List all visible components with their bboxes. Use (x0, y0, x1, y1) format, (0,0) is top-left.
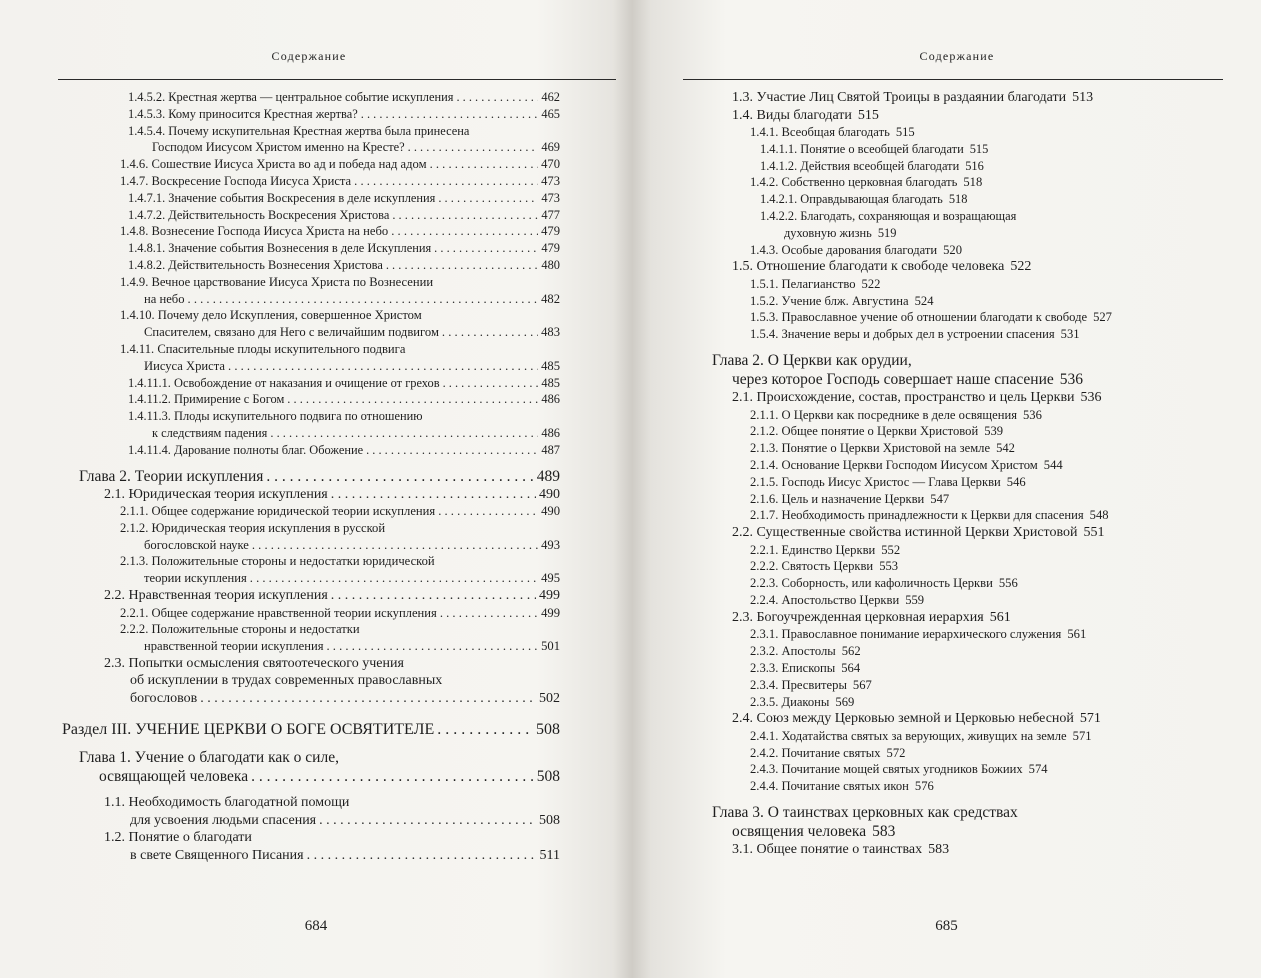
toc-entry-title: в свете Священного Писания (130, 847, 304, 863)
toc-entry-title: для усвоения людьми спасения (130, 812, 317, 828)
toc-entry (0, 341, 632, 375)
toc-entry (0, 520, 632, 554)
toc-page-number: 490 (539, 486, 560, 502)
dot-leader (442, 324, 538, 341)
toc-page-number: 518 (963, 175, 983, 190)
toc-page-number: 482 (541, 291, 560, 306)
toc-page-number: 519 (877, 225, 897, 240)
toc-page-number: 477 (541, 207, 560, 222)
toc-entry-title: 1.5.4. Значение веры и добрых дел в устроении спасения (750, 327, 1055, 342)
toc-page-number: 486 (541, 392, 560, 407)
toc-entry-title: 2.1.5. Господь Иисус Христос — Глава Церкви (750, 474, 1001, 489)
page-number-left: 684 (304, 918, 328, 934)
toc-entry-title: Спасителем, связано для Него с величайшим подвигом (144, 325, 439, 340)
dot-leader (391, 223, 538, 240)
toc-entry-title: Господом Иисусом Христом именно на Кресте? (152, 140, 405, 155)
toc-page-number: 556 (998, 576, 1018, 591)
toc-page-number: 470 (541, 157, 560, 172)
toc-page-number: 561 (989, 609, 1011, 625)
toc-page-number: 518 (948, 192, 968, 207)
toc-entry-title: 1.4.8.2. Действительность Вознесения Христова (128, 257, 383, 272)
toc-page-number: 559 (905, 593, 925, 608)
toc-entry-title: 1.4.2.1. Оправдывающая благодать (760, 192, 943, 207)
dot-leader (270, 425, 538, 442)
toc-entry (632, 660, 861, 677)
toc-entry-title: нравственной теории искупления (144, 639, 324, 654)
toc-page-number: 572 (886, 745, 906, 760)
toc-entry (0, 486, 632, 504)
toc-page-number: 527 (1093, 310, 1112, 325)
dot-leader (307, 847, 537, 865)
running-head-left: Содержание (271, 49, 347, 63)
dot-leader (438, 190, 538, 207)
toc-entry-title: 1.4.1.2. Действия всеобщей благодати (760, 158, 960, 173)
toc-page-number: 515 (969, 141, 989, 156)
toc-entry-title: об искуплении в трудах современных православных (130, 673, 443, 689)
toc-spacer (0, 707, 632, 720)
toc-page-number: 553 (879, 559, 899, 574)
dot-leader (200, 690, 536, 708)
toc-entry-title: 2.1.2. Общее понятие о Церкви Христовой (750, 424, 979, 439)
toc-entry (0, 391, 632, 408)
toc-entry (0, 257, 632, 274)
toc-entry (632, 524, 1105, 542)
toc-left (0, 89, 632, 864)
toc-page-number: 515 (857, 107, 879, 123)
toc-entry (0, 794, 632, 829)
toc-entry-title: 1.4.2.2. Благодать, сохраняющая и возращающая (760, 208, 1017, 223)
dot-leader (386, 257, 539, 274)
toc-entry-title: 1.4.7.2. Действительность Воскресения Христова (128, 207, 390, 222)
toc-entry-title: 2.1. Юридическая теория искупления (104, 486, 328, 502)
dot-leader (361, 106, 539, 123)
toc-entry (632, 208, 1017, 242)
toc-page-number: 583 (928, 842, 950, 857)
toc-entry (0, 748, 632, 786)
toc-entry-title: 1.5.3. Православное учение об отношении благодати к свободе (750, 310, 1088, 325)
toc-page-number: 562 (841, 644, 861, 659)
dot-leader (438, 503, 538, 520)
toc-entry-title: 1.5.1. Пелагианство (750, 276, 856, 291)
toc-entry-title: 1.4.11.4. Дарование полноты благ. Обожение (128, 442, 364, 457)
toc-entry-title: 2.3.3. Епископы (750, 660, 836, 675)
toc-entry (632, 242, 963, 259)
toc-entry (632, 728, 1092, 745)
toc-page-number: 473 (541, 173, 560, 188)
toc-entry (0, 503, 632, 520)
toc-entry-title: 2.4.1. Ходатайства святых за верующих, живущих на земле (750, 728, 1067, 743)
toc-entry-title: 2.1.1. О Церкви как посреднике в деле освящения (750, 407, 1017, 422)
toc-entry (0, 621, 632, 655)
toc-entry-title: освящения человека (732, 823, 867, 840)
dot-leader (434, 240, 538, 257)
dot-leader (443, 375, 539, 392)
header-rule-right (683, 79, 1223, 80)
dot-leader (437, 720, 533, 740)
dot-leader (456, 89, 538, 106)
toc-entry (632, 609, 1011, 627)
toc-entry-title: 1.3. Участие Лиц Святой Троицы в раздаянии благодати (732, 90, 1067, 105)
toc-page-number: 489 (536, 467, 560, 485)
toc-page-number: 548 (1089, 508, 1109, 523)
toc-page-number: 486 (541, 425, 560, 440)
page-number-right: 685 (935, 918, 958, 934)
toc-entry-title: 2.4.3. Почитание мощей святых угодников Божиих (750, 762, 1023, 777)
toc-entry (632, 191, 968, 208)
toc-spacer (0, 786, 632, 794)
toc-entry-title: 2.4. Союз между Церковью земной и Церковью небесной (732, 711, 1074, 727)
toc-entry (632, 575, 1018, 592)
toc-page-number: 495 (541, 571, 560, 586)
toc-page-number: 544 (1043, 457, 1063, 472)
toc-entry (632, 841, 950, 859)
toc-entry-title: 1.4.11.1. Освобождение от наказания и очищение от грехов (128, 375, 440, 390)
toc-entry (0, 223, 632, 240)
toc-entry (632, 440, 1015, 457)
toc-entry (632, 351, 1084, 389)
toc-page-number: 499 (539, 588, 560, 604)
toc-entry-title: 1.2. Понятие о благодати (104, 830, 252, 846)
toc-entry (0, 207, 632, 224)
toc-entry (632, 643, 861, 660)
toc-page-number: 531 (1060, 327, 1080, 342)
toc-entry (0, 123, 632, 157)
toc-entry-title: 1.4.1. Всеобщая благодать (750, 125, 890, 139)
dot-leader (354, 173, 538, 190)
toc-entry (632, 457, 1063, 474)
dot-leader (327, 638, 539, 655)
toc-entry (632, 293, 934, 310)
toc-entry-title: 2.1. Происхождение, состав, пространство и цель Церкви (732, 390, 1075, 406)
toc-entry-title: 2.3. Попытки осмысления святоотеческого учения (104, 655, 404, 671)
toc-spacer (0, 740, 632, 748)
toc-entry (0, 274, 632, 308)
toc-entry-title: 1.5.2. Учение блж. Августина (750, 293, 909, 308)
toc-entry (0, 375, 632, 392)
toc-entry-title: 1.4. Виды благодати (732, 107, 852, 123)
toc-page-number: 571 (1079, 711, 1101, 727)
toc-page-number: 473 (541, 190, 560, 205)
toc-page-number: 487 (541, 442, 560, 457)
toc-entry (632, 626, 1087, 643)
toc-entry-title: 2.4.2. Почитание святых (750, 745, 881, 760)
toc-page-number: 583 (872, 823, 896, 840)
toc-entry (0, 829, 632, 864)
toc-page-number: 469 (541, 140, 560, 155)
dot-leader (331, 486, 536, 504)
dot-leader (440, 605, 538, 622)
toc-entry (632, 542, 901, 559)
toc-page-number: 508 (536, 768, 560, 786)
toc-entry (632, 124, 915, 141)
toc-entry (0, 442, 632, 459)
toc-entry-title: 1.4.11.3. Плоды искупительного подвига по отношению (128, 409, 423, 424)
toc-entry (632, 141, 989, 158)
toc-page-number: 551 (1083, 525, 1105, 541)
toc-page-number: 552 (881, 542, 901, 557)
header-rule-left (58, 79, 616, 80)
toc-entry (0, 553, 632, 587)
toc-page-number: 571 (1072, 728, 1092, 743)
toc-entry-title: 1.4.3. Особые дарования благодати (750, 242, 938, 257)
toc-page-number: 493 (541, 537, 560, 552)
toc-entry-title: 2.4.4. Почитание святых икон (750, 779, 909, 794)
dot-leader (252, 537, 538, 554)
toc-entry (0, 587, 632, 605)
toc-page-number: 490 (541, 504, 560, 519)
toc-entry-title: 2.1.3. Понятие о Церкви Христовой на земле (750, 441, 991, 456)
toc-page-number: 502 (539, 690, 560, 706)
toc-entry-title: 2.2. Нравственная теория искупления (104, 588, 328, 604)
dot-leader (287, 391, 538, 408)
dot-leader (366, 442, 538, 459)
toc-entry (632, 389, 1102, 407)
running-head-right: Содержание (919, 49, 995, 63)
toc-right (632, 89, 1261, 859)
toc-entry (0, 408, 632, 442)
toc-entry-title: 2.1.7. Необходимость принадлежности к Церкви для спасения (750, 508, 1084, 523)
toc-page-number: 513 (1072, 90, 1094, 105)
toc-entry (632, 558, 899, 575)
toc-entry (632, 174, 983, 191)
toc-entry-title: 2.2. Существенные свойства истинной Церкви Христовой (732, 525, 1078, 541)
toc-entry-title: богословской науке (144, 537, 249, 552)
toc-spacer (632, 343, 1261, 351)
toc-entry-title: 2.2.2. Положительные стороны и недостатки (120, 622, 360, 637)
toc-page-number: 485 (541, 358, 560, 373)
toc-entry-title: к следствиям падения (152, 425, 268, 440)
toc-entry (632, 677, 872, 694)
toc-page-number: 564 (841, 660, 861, 675)
toc-entry-title: Раздел III. УЧЕНИЕ ЦЕРКВИ О БОГЕ ОСВЯТИТЕЛЕ (62, 721, 435, 739)
toc-entry-title: 2.1.6. Цель и назначение Церкви (750, 491, 925, 506)
toc-page-number: 501 (541, 639, 560, 654)
toc-entry-title: 2.1.2. Юридическая теория искупления в русской (120, 520, 386, 535)
toc-page-number: 524 (914, 293, 934, 308)
toc-entry-title: Глава 2. О Церкви как орудии, (712, 352, 912, 370)
toc-entry-title: через которое Господь совершает наше спасение (732, 371, 1054, 389)
toc-entry (632, 592, 925, 609)
toc-page-number: 462 (541, 90, 560, 104)
dot-leader (250, 570, 538, 587)
toc-entry-title: 1.4.6. Сошествие Иисуса Христа во ад и победа над адом (120, 157, 427, 172)
toc-entry-title: 1.4.11. Спасительные плоды искупительного подвига (120, 341, 406, 356)
toc-entry (0, 655, 632, 708)
toc-entry (632, 258, 1032, 276)
toc-entry-title: Глава 3. О таинствах церковных как средствах (712, 804, 1018, 821)
toc-entry (0, 106, 632, 123)
toc-entry (632, 276, 881, 293)
dot-leader (266, 467, 533, 486)
toc-entry (632, 107, 879, 125)
dot-leader (188, 291, 539, 308)
toc-entry (632, 694, 855, 711)
toc-page-number: 561 (1067, 627, 1087, 642)
toc-entry-title: 1.4.5.3. Кому приносится Крестная жертва? (128, 106, 358, 121)
toc-entry (632, 407, 1042, 424)
toc-page-number: 536 (1059, 371, 1084, 389)
toc-entry (632, 778, 934, 795)
dot-leader (408, 139, 539, 156)
toc-entry-title: 1.5. Отношение благодати к свободе человека (732, 259, 1005, 275)
toc-page-number: 479 (541, 241, 560, 256)
toc-entry-title: 2.3.2. Апостолы (750, 644, 836, 659)
toc-entry (0, 89, 632, 106)
toc-page-number: 485 (541, 375, 560, 390)
toc-entry-title: 1.4.2. Собственно церковная благодать (750, 175, 958, 190)
toc-entry-title: 2.3.5. Диаконы (750, 694, 830, 709)
toc-page-number: 569 (835, 694, 855, 709)
toc-entry-title: 3.1. Общее понятие о таинствах (732, 842, 923, 857)
toc-entry (0, 307, 632, 341)
toc-page-number: 539 (984, 424, 1004, 439)
right-page (632, 0, 1261, 978)
toc-entry (632, 423, 1004, 440)
toc-entry (0, 156, 632, 173)
toc-entry (632, 474, 1026, 491)
toc-entry-title: освящающей человека (99, 768, 249, 786)
toc-entry-title: 2.3.4. Пресвитеры (750, 677, 847, 692)
toc-entry-title: 1.4.1.1. Понятие о всеобщей благодати (760, 141, 964, 156)
toc-page-number: 576 (914, 779, 934, 794)
toc-entry (0, 605, 632, 622)
toc-entry-title: 1.4.7. Воскресение Господа Иисуса Христа (120, 173, 352, 188)
toc-entry (632, 761, 1048, 778)
toc-entry (0, 467, 632, 486)
toc-entry-title: Глава 2. Теории искупления (79, 467, 264, 485)
toc-page-number: 536 (1080, 390, 1102, 406)
toc-entry (632, 803, 1018, 841)
toc-entry-title: богословов (130, 690, 198, 706)
toc-entry-title: 2.2.4. Апостольство Церкви (750, 593, 900, 608)
toc-entry-title: 2.3. Богоучрежденная церковная иерархия (732, 609, 984, 625)
toc-page-number: 465 (541, 106, 560, 121)
toc-entry (0, 173, 632, 190)
toc-page-number: 515 (895, 125, 915, 139)
toc-page-number: 499 (541, 605, 560, 620)
toc-entry-title: 1.4.5.2. Крестная жертва — центральное событие искупления (128, 90, 454, 104)
toc-entry-title: 1.4.7.1. Значение события Воскресения в деле искупления (128, 190, 436, 205)
toc-page-number: 522 (1010, 259, 1032, 275)
toc-entry-title: 2.1.4. Основание Церкви Господом Иисусом Христом (750, 457, 1038, 472)
toc-entry (632, 309, 1112, 326)
toc-page-number: 479 (541, 224, 560, 239)
toc-entry-title: 2.2.3. Соборность, или кафоличность Церкви (750, 576, 993, 591)
toc-entry-title: 1.4.5.4. Почему искупительная Крестная жертва была принесена (128, 123, 470, 138)
toc-entry-title: на небо (144, 291, 185, 306)
toc-entry-title: духовную жизнь (784, 225, 872, 240)
toc-entry-title: 2.1.1. Общее содержание юридической теории искупления (120, 504, 436, 519)
toc-entry-title: 1.4.8.1. Значение события Вознесения в деле Искупления (128, 241, 432, 256)
dot-leader (228, 358, 538, 375)
toc-entry-title: 1.4.11.2. Примирение с Богом (128, 392, 285, 407)
toc-entry-title: Иисуса Христа (144, 358, 226, 373)
toc-page-number: 546 (1006, 474, 1026, 489)
toc-page-number: 520 (943, 242, 963, 257)
toc-entry (632, 89, 1094, 107)
toc-page-number: 508 (539, 812, 560, 828)
toc-page-number: 480 (541, 257, 560, 272)
dot-leader (430, 156, 539, 173)
dot-leader (251, 767, 534, 786)
toc-page-number: 511 (539, 847, 560, 863)
dot-leader (319, 812, 536, 830)
toc-entry-title: 2.3.1. Православное понимание иерархического служения (750, 627, 1062, 642)
toc-entry-title: 2.2.2. Святость Церкви (750, 559, 874, 574)
toc-entry-title: 2.2.1. Общее содержание нравственной теории искупления (120, 605, 437, 620)
toc-entry-title: 1.1. Необходимость благодатной помощи (104, 795, 350, 811)
toc-page-number: 483 (541, 325, 560, 340)
toc-entry (632, 507, 1109, 524)
toc-entry-title: 1.4.9. Вечное царствование Иисуса Христа по Вознесении (120, 274, 434, 289)
toc-entry (0, 240, 632, 257)
toc-entry-title: 1.4.10. Почему дело Искупления, совершенное Христом (120, 308, 422, 323)
toc-spacer (0, 459, 632, 467)
toc-entry (632, 710, 1101, 728)
toc-entry (0, 190, 632, 207)
toc-entry (632, 491, 950, 508)
toc-entry-title: 2.2.1. Единство Церкви (750, 542, 876, 557)
toc-entry-title: теории искупления (144, 571, 247, 586)
toc-entry (632, 745, 906, 762)
toc-entry-title: 2.1.3. Положительные стороны и недостатки юридической (120, 554, 435, 569)
toc-page-number: 542 (996, 441, 1015, 456)
toc-entry (632, 158, 984, 175)
toc-entry-title: 1.4.8. Вознесение Господа Иисуса Христа на небо (120, 224, 389, 239)
toc-entry-title: Глава 1. Учение о благодати как о силе, (79, 749, 339, 767)
toc-entry (0, 720, 632, 740)
toc-entry (632, 326, 1080, 343)
toc-page-number: 508 (536, 721, 560, 739)
toc-page-number: 522 (861, 276, 881, 291)
toc-page-number: 536 (1022, 407, 1042, 422)
dot-leader (331, 587, 536, 605)
dot-leader (392, 207, 538, 224)
toc-spacer (632, 795, 1261, 803)
toc-page-number: 567 (852, 677, 872, 692)
toc-page-number: 516 (965, 158, 984, 173)
toc-page-number: 574 (1028, 762, 1048, 777)
toc-page-number: 547 (930, 491, 950, 506)
